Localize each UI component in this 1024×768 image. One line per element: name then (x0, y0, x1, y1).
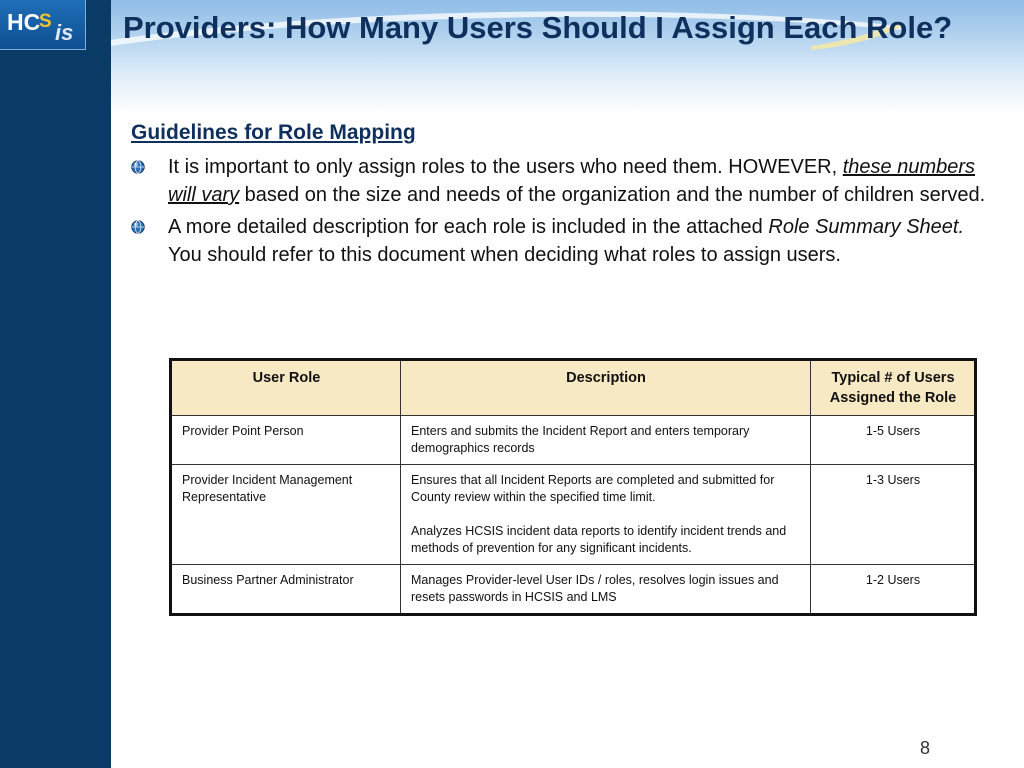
description-text: Enters and submits the Incident Report and enters temporary demographics records (411, 424, 750, 455)
description-text: Analyzes HCSIS incident data reports to identify incident trends and methods of prevention for any significant incidents. (411, 524, 787, 555)
role-cell: Business Partner Administrator (171, 565, 401, 615)
bullet-text: A more detailed description for each role is included in the attached (168, 216, 769, 238)
bullet-item (131, 213, 991, 269)
bullet-text-rest: You should refer to this document when deciding what roles to assign users. (168, 244, 841, 266)
globe-bullet-icon (131, 160, 145, 174)
bullet-text: It is important to only assign roles to the users who need them. HOWEVER, (168, 156, 843, 178)
svg-text:S: S (39, 11, 52, 32)
table-row (171, 565, 976, 615)
bullet-emphasis: these numbers will vary (168, 156, 976, 206)
bullet-item (131, 153, 991, 209)
description-cell (401, 565, 811, 615)
role-cell: Provider Incident Management Representative (171, 465, 401, 565)
bullet-emphasis: Role Summary Sheet. (768, 216, 965, 238)
section-heading: Guidelines for Role Mapping (131, 121, 416, 144)
description-cell (401, 416, 811, 465)
table-row (171, 465, 976, 565)
count-cell: 1-2 Users (811, 565, 976, 615)
svg-text:HC: HC (7, 9, 41, 35)
slide-title: Providers: How Many Users Should I Assign Each Role? (123, 10, 953, 45)
bullet-list (131, 153, 991, 273)
svg-text:is: is (55, 20, 74, 45)
count-cell: 1-3 Users (811, 465, 976, 565)
table-header-row (171, 360, 976, 416)
role-cell: Provider Point Person (171, 416, 401, 465)
bullet-text-rest: based on the size and needs of the organization and the number of children served. (239, 184, 986, 206)
description-text: Ensures that all Incident Reports are completed and submitted for County review within the specified time limit. (411, 473, 775, 504)
page-number: 8 (920, 738, 931, 758)
count-cell: 1-5 Users (811, 416, 976, 465)
sidebar-band (0, 0, 111, 768)
column-header-user-role: User Role (171, 360, 401, 416)
globe-bullet-icon (131, 220, 145, 234)
role-mapping-table (169, 358, 977, 616)
column-header-user-count: Typical # of Users Assigned the Role (811, 360, 976, 416)
description-text: Manages Provider-level User IDs / roles, resolves login issues and resets passwords in HCSIS and LMS (411, 573, 779, 604)
table-row (171, 416, 976, 465)
hcsis-logo (0, 0, 86, 50)
description-cell (401, 465, 811, 565)
column-header-description: Description (401, 360, 811, 416)
